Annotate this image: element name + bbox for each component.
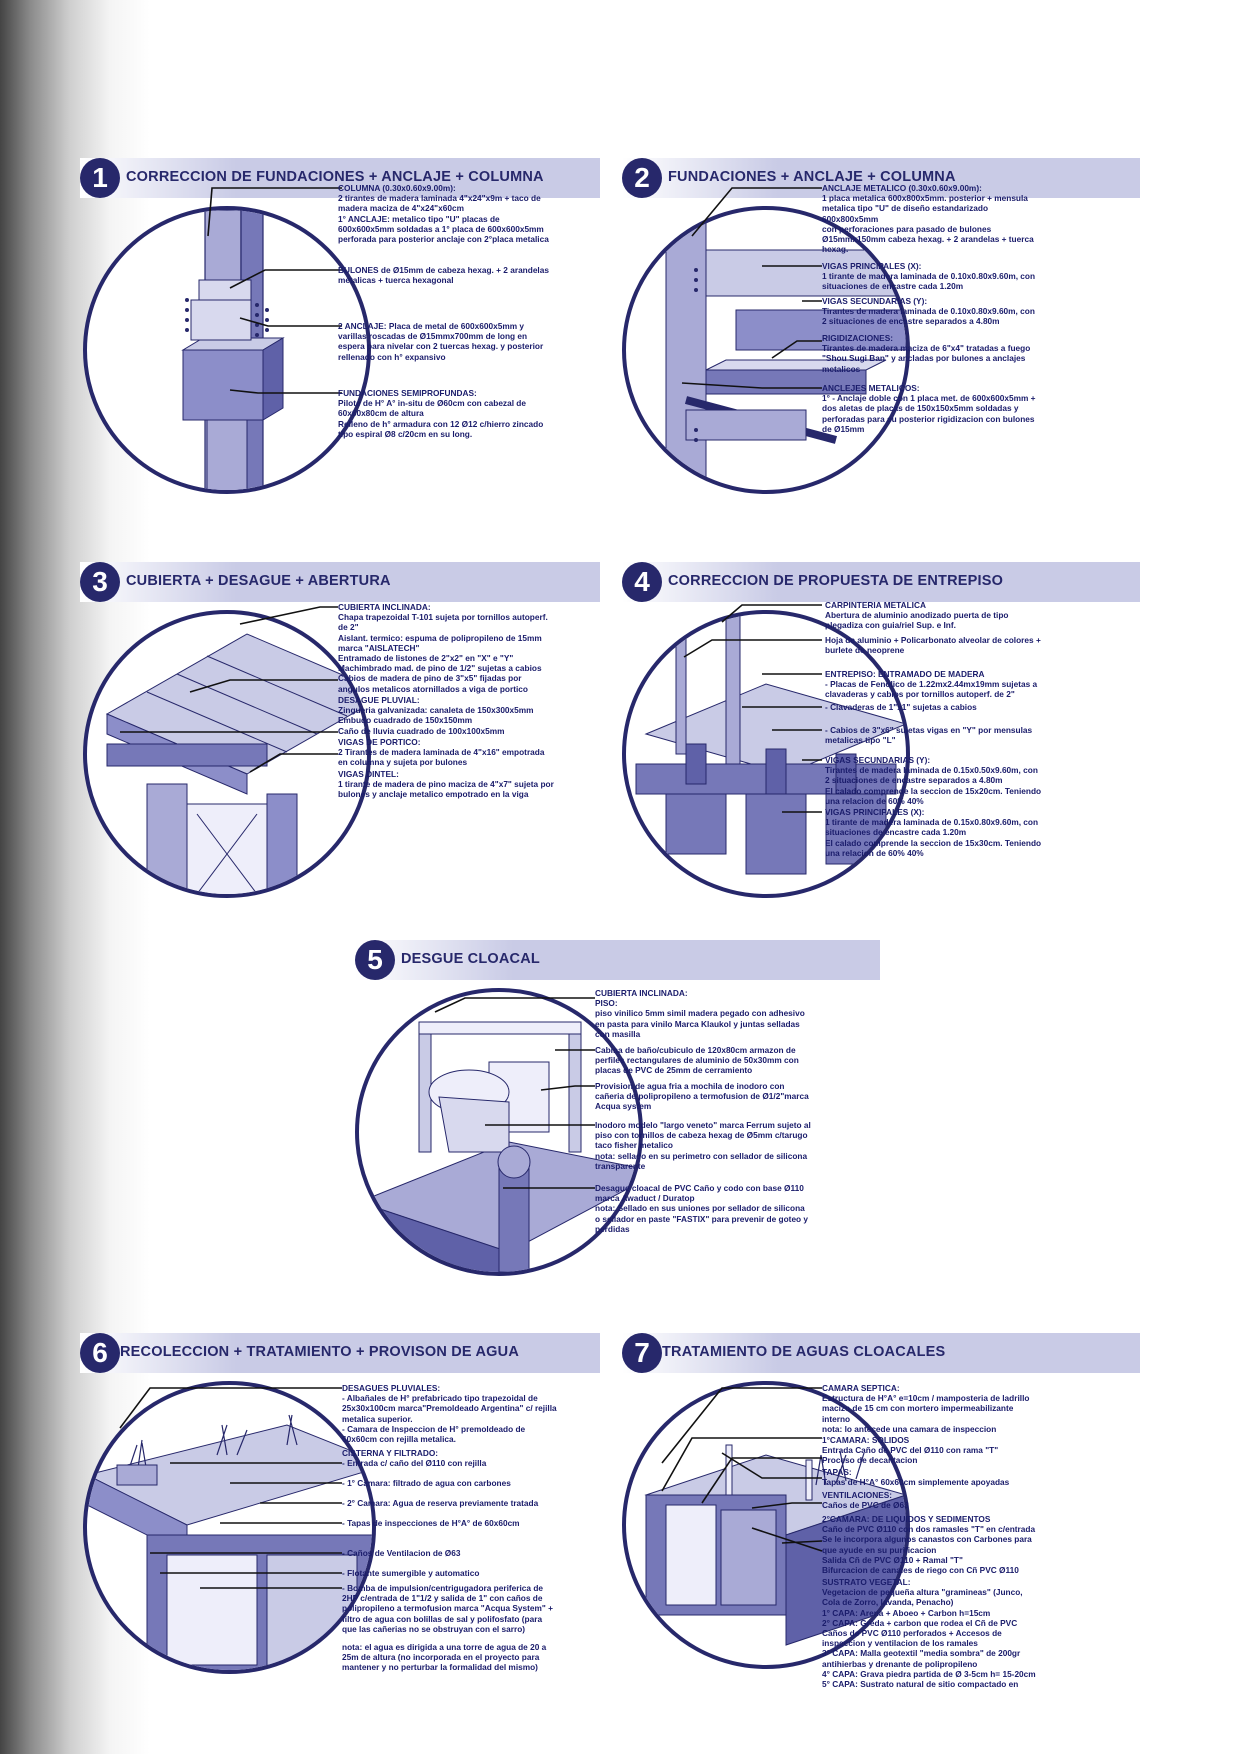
note-line: con masilla	[595, 1028, 641, 1039]
note-line: Abertura de aluminio anodizado puerta de tipo	[825, 610, 1009, 621]
callout-note	[825, 669, 1085, 700]
note-line: Vegetacion de pequeña altura "gramineas" (Junco,	[822, 1587, 1023, 1598]
section-number: 4	[622, 562, 662, 602]
callout-note	[338, 695, 598, 736]
detail-circle	[83, 206, 371, 494]
note-line: madera maciza de 4"x24"x60cm	[338, 203, 464, 214]
note-line: ENTREPISO: ENTRAMADO DE MADERA	[825, 669, 985, 679]
callout-note	[595, 988, 875, 1039]
roof-drainage-drawing	[87, 614, 367, 894]
note-line: interno	[822, 1413, 851, 1424]
callout-note	[342, 1478, 607, 1488]
note-line: nota: sellado en su perimetro con sellador de silicona	[595, 1150, 808, 1161]
note-line: dos aletas de placas de 150x150x5mm soldadas y	[822, 403, 1019, 414]
note-line: metalicos	[822, 363, 861, 374]
note-line: Zingueria galvanizada: canaleta de 150x300x5mm	[338, 705, 534, 716]
note-line: transparente	[595, 1160, 646, 1171]
note-line: piso vinilico 5mm simil madera pegado con adhesivo	[595, 1008, 805, 1019]
note-line: - Entrada c/ caño del Ø110 con rejilla	[342, 1458, 487, 1469]
note-line: DESAGUES PLUVIALES:	[342, 1383, 441, 1393]
note-line: clavaderas y cabios por tornillos autoperf. de 2"	[825, 689, 1015, 700]
note-line: marca Awaduct / Duratop	[595, 1193, 695, 1204]
callout-note	[338, 602, 598, 694]
note-line: RIGIDIZACIONES:	[822, 333, 893, 343]
note-line: filtro de agua con bolillas de sal y polifosfato (para	[342, 1613, 543, 1624]
section-title: TRATAMIENTO DE AGUAS CLOACALES	[662, 1344, 946, 1360]
callout-note	[822, 261, 1082, 292]
note-line: Desague cloacal de PVC Caño y codo con base Ø110	[595, 1183, 804, 1193]
detail-circle	[83, 1381, 376, 1674]
note-line: - Camara de Inspeccion de H° premoldeado de	[342, 1423, 526, 1434]
note-line: Hoja de aluminio + Policarbonato alveolar de colores +	[825, 635, 1041, 645]
note-line: Caños de PVC de Ø63	[822, 1500, 909, 1511]
callout-note	[822, 183, 1082, 254]
note-line: Caño de lluvia cuadrado de 100x100x5mm	[338, 725, 505, 736]
note-line: PISO:	[595, 998, 618, 1009]
note-line: VIGAS DE PORTICO:	[338, 737, 421, 747]
note-line: VENTILACIONES:	[822, 1490, 893, 1500]
note-line: perforadas para su posterior rigidizacion con bulones	[822, 413, 1035, 424]
section-number: 1	[80, 158, 120, 198]
callout-note	[338, 183, 593, 244]
note-line: tipo espiral Ø8 c/20cm en su long.	[338, 428, 473, 439]
section-number: 2	[622, 158, 662, 198]
note-line: metalica superior.	[342, 1413, 413, 1424]
note-line: 25m de altura (no incorporada en el proyecto para	[342, 1652, 540, 1663]
callout-note	[595, 1081, 875, 1112]
note-line: VIGAS DINTEL:	[338, 769, 399, 779]
callout-note	[338, 737, 598, 768]
note-line: - Tapas de inspecciones de H°A° de 60x60cm	[342, 1518, 520, 1528]
note-line: metalica tipo "U" de diseño estandarizado	[822, 203, 989, 214]
note-line: 2 ANCLAJE: Placa de metal de 600x600x5mm y	[338, 321, 525, 331]
note-line: de 2"	[338, 622, 359, 633]
section-title: RECOLECCION + TRATAMIENTO + PROVISON DE AGUA	[120, 1344, 519, 1360]
note-line: Bifurcacion de canales de riego con Cñ PVC Ø110	[822, 1565, 1019, 1576]
note-line: o sellador en paste "FASTIX" para prevenir de goteo y	[595, 1213, 809, 1224]
note-line: VIGAS PRINCIPALES (X):	[825, 807, 925, 817]
callout-note	[342, 1448, 607, 1468]
note-line: situaciones de encastre cada 1.20m	[822, 281, 964, 292]
callout-note	[342, 1498, 607, 1508]
note-line: FUNDACIONES SEMIPROFUNDAS:	[338, 388, 477, 398]
note-line: Entrada Caño de PVC del Ø110 con rama "T"	[822, 1445, 999, 1456]
note-line: Proceso de decantacion	[822, 1455, 918, 1466]
note-line: ANCLAJE METALICO (0.30x0.60x9.00m):	[822, 183, 982, 193]
note-line: ANCLEJES METALICOS:	[822, 383, 920, 393]
callout-note	[342, 1548, 607, 1558]
section-5	[355, 940, 915, 1280]
callout-note	[822, 333, 1082, 374]
callout-note	[825, 807, 1085, 858]
column-foundation-drawing	[87, 210, 367, 490]
note-line: 1° ANCLAJE: metalico tipo "U" placas de	[338, 213, 500, 224]
note-line: 2 Tirantes de madera laminada de 4"x16" empotrada	[338, 747, 545, 758]
note-line: situaciones de encastre cada 1.20m	[825, 827, 967, 838]
note-line: varillas roscadas de Ø15mmx700mm de long en	[338, 331, 528, 342]
note-line: Pilote de H° A° in-situ de Ø60cm con cabezal de	[338, 398, 526, 409]
note-line: marca "AISLATECH"	[338, 642, 420, 653]
note-line: Cabina de baño/cubiculo de 120x80cm armazon de	[595, 1045, 796, 1055]
note-line: 1° CAPA: Arena + Aboeo + Carbon h=15cm	[822, 1607, 991, 1618]
note-line: CISTERNA Y FILTRADO:	[342, 1448, 439, 1458]
note-line: 1° - Anclaje doble con 1 placa met. de 600x600x5mm +	[822, 393, 1036, 404]
note-line: antihierbas y drenante de polipropileno	[822, 1658, 978, 1669]
note-line: que las cañerias no se obstruyan con el sarro)	[342, 1623, 526, 1634]
section-title: DESGUE CLOACAL	[401, 951, 540, 967]
note-line: en columna y sujeta por bulones	[338, 757, 468, 768]
note-line: Acqua system	[595, 1101, 652, 1112]
note-line: 1 tirante de madera laminada de 0.15x0.80x9.60m, con	[825, 817, 1039, 828]
callout-note	[822, 1577, 1082, 1689]
section-number: 5	[355, 940, 395, 980]
note-line: Entramado de listones de 2"x2" en "X" e "Y"	[338, 653, 514, 664]
note-line: Caño de PVC Ø110 con dos ramasles "T" en c/entrada	[822, 1524, 1036, 1535]
note-line: - Clavaderas de 1"x1" sujetas a cabios	[825, 702, 977, 712]
note-line: mantener y no perturbar la formalidad del mismo)	[342, 1662, 538, 1673]
note-line: Tirantes de madera laminada de 0.10x0.80x9.60m, con	[822, 306, 1035, 317]
note-line: hexag.	[822, 244, 849, 255]
note-line: metalicas + tuerca hexagonal	[338, 275, 454, 286]
note-line: 3° CAPA: Malla geotextil "media sombra" de 200gr	[822, 1648, 1021, 1659]
note-line: 1°CAMARA: SOLIDOS	[822, 1435, 910, 1445]
note-line: Ø15mmx150mm cabeza hexag. + 2 arandelas + tuerca	[822, 234, 1034, 245]
section-6	[80, 1333, 610, 1733]
note-line: 2 situaciones de encastre separados a 4.80m	[825, 775, 1003, 786]
note-line: Embudo cuadrado de 150x150mm	[338, 715, 473, 726]
note-line: SUSTRATO VEGETAL:	[822, 1577, 911, 1587]
callout-note	[342, 1568, 607, 1578]
callout-note	[822, 1514, 1082, 1575]
callout-note	[595, 1120, 875, 1171]
note-line: 1 tirante de madera de pino maciza de 4"x7" sujeta por	[338, 779, 554, 790]
note-line: VIGAS SECUNDARIAS (Y):	[825, 755, 931, 765]
note-line: de Ø15mm	[822, 423, 865, 434]
section-title: CUBIERTA + DESAGUE + ABERTURA	[126, 573, 391, 589]
note-line: bulones y anclaje metalico empotrado en la viga	[338, 789, 529, 800]
note-line: plegadiza con guia/riel Sup. e Inf.	[825, 620, 956, 631]
note-line: macizo de 15 cm con mortero impermeabilizante	[822, 1403, 1014, 1414]
note-line	[342, 1634, 607, 1642]
note-line: Relleno de h° armadura con 12 Ø12 c/hierro zincado	[338, 418, 544, 429]
note-line: CUBIERTA INCLINADA:	[595, 988, 688, 998]
note-line: El calado comprende la seccion de 15x20cm. Teniendo	[825, 785, 1042, 796]
detail-circle	[83, 610, 371, 898]
note-line: COLUMNA (0.30x0.60x9.00m):	[338, 183, 456, 193]
note-line: 4° CAPA: Grava piedra partida de Ø 3-5cm h= 15-20cm	[822, 1668, 1036, 1679]
note-line: BULONES de Ø15mm de cabeza hexag. + 2 arandelas	[338, 265, 549, 275]
note-line: "Shou Sugi Ban" y ancladas por bulones a anclajes	[822, 353, 1026, 364]
note-line: espera para nivelar con 2 tuercas hexag. y posterior	[338, 341, 544, 352]
note-line: burlete de neoprene	[825, 645, 905, 656]
note-line: - 2° Camara: Agua de reserva previamente tratada	[342, 1498, 539, 1508]
callout-note	[825, 755, 1085, 806]
note-line: - Cabios de 3"x6" sujetas vigas en "Y" por mensulas	[825, 725, 1033, 735]
note-line: Cola de Zorro, lavanda, Penacho)	[822, 1597, 954, 1608]
callout-note	[338, 388, 593, 439]
note-line: polipropileno a termofusion marca "Acqua System" +	[342, 1603, 553, 1614]
callout-note	[822, 1435, 1082, 1466]
section-number: 7	[622, 1333, 662, 1373]
note-line: - Bomba de impulsion/centrigugadora periferica de	[342, 1583, 544, 1593]
callout-note	[822, 383, 1082, 434]
callout-note	[338, 265, 593, 285]
note-line: Caños de PVC Ø110 perforados + Accesos de	[822, 1628, 1002, 1639]
note-line: 600x800x5mm	[822, 213, 879, 224]
note-line: inspeccion y ventilacion de los ramales	[822, 1638, 978, 1649]
note-line: Provision de agua fria a mochila de inodoro con	[595, 1081, 785, 1091]
section-number: 3	[80, 562, 120, 602]
note-line: 2 tirantes de madera laminada 4"x24"x9m + taco de	[338, 193, 541, 204]
note-line: El calado comprende la seccion de 15x30cm. Teniendo	[825, 837, 1042, 848]
note-line: Tirantes de madera maciza de 6"x4" tratadas a fuego	[822, 343, 1031, 354]
note-line: Estructura de H°A° e=10cm / mamposteria de ladrillo	[822, 1393, 1030, 1404]
section-3	[80, 562, 600, 902]
note-line: CUBIERTA INCLINADA:	[338, 602, 431, 612]
note-line: 60x60cm con rejilla metalica.	[342, 1434, 456, 1445]
note-line: 600x600x5mm soldadas a 1° placa de 600x600x5mm	[338, 223, 544, 234]
section-title: CORRECCION DE PROPUESTA DE ENTREPISO	[668, 573, 1004, 589]
note-line: 60x60x80cm de altura	[338, 408, 424, 419]
note-line: DESAGUE PLUVIAL:	[338, 695, 420, 705]
note-line: 1 placa metalica 600x800x5mm. posterior + mensula	[822, 193, 1028, 204]
section-7	[622, 1333, 1142, 1733]
note-line: 2° CAPA: Greda + carbon que rodea el Cñ de PVC	[822, 1617, 1018, 1628]
note-line: 2HP c/entrada de 1"1/2 y salida de 1" con caños de	[342, 1593, 543, 1604]
note-line: Salida Cñ de PVC Ø110 + Ramal "T"	[822, 1554, 963, 1565]
callout-note	[825, 635, 1085, 655]
callout-note	[338, 769, 598, 800]
note-line: una relacion de 60% 40%	[825, 847, 924, 858]
note-line: - Caños de Ventilacion de Ø63	[342, 1548, 461, 1558]
note-line: perdidas	[595, 1223, 630, 1234]
note-line: con perforaciones para pasado de bulones	[822, 223, 992, 234]
callout-note	[822, 1467, 1082, 1487]
note-line: 2°CAMARA: DE LIQUIDOS Y SEDIMENTOS	[822, 1514, 991, 1524]
callout-note	[822, 296, 1082, 327]
note-line: 25x30x100cm marca"Premoldeado Argentina" c/ rejilla	[342, 1403, 557, 1414]
note-line: Chapa trapezoidal T-101 sujeta por tornillos autoperf.	[338, 612, 548, 623]
note-line: cañeria de polipropileno a termofusion de Ø1/2"marca	[595, 1091, 809, 1102]
note-line: Cabios de madera de pino de 3"x5" fijadas por	[338, 673, 522, 684]
callout-note	[342, 1518, 607, 1528]
section-4	[622, 562, 1142, 902]
note-line: Aislant. termico: espuma de polipropileno de 15mm	[338, 632, 542, 643]
water-tank-drawing	[87, 1385, 372, 1670]
note-line: metalicas tipo "L"	[825, 735, 896, 746]
note-line: Inodoro modelo "largo veneto" marca Ferrum sujeto al	[595, 1120, 811, 1130]
note-line: nota: el agua es dirigida a una torre de agua de 20 a	[342, 1642, 547, 1653]
section-2	[622, 158, 1142, 498]
note-line: que ayude en su purificacion	[822, 1544, 937, 1555]
callout-note	[822, 1383, 1082, 1434]
note-line: - Placas de Fenolico de 1.22mx2.44mx19mm sujetas a	[825, 679, 1038, 690]
callout-note	[822, 1490, 1082, 1510]
note-line: perfiles rectangulares de aluminio de 50x30mm con	[595, 1055, 799, 1066]
note-line: CARPINTERIA METALICA	[825, 600, 926, 610]
note-line: 5° CAPA: Sustrato natural de sitio compactado en	[822, 1679, 1019, 1690]
note-line: placas de PVC de 25mm de cerramiento	[595, 1065, 753, 1076]
section-title: FUNDACIONES + ANCLAJE + COLUMNA	[668, 169, 956, 185]
note-line: CAMARA SEPTICA:	[822, 1383, 900, 1393]
callout-note	[595, 1045, 875, 1076]
callout-note	[342, 1583, 607, 1673]
note-line: rellenado con h° expansivo	[338, 351, 446, 362]
note-line: VIGAS SECUNDARIAS (Y):	[822, 296, 928, 306]
note-line: Tapas de H°A° 60x60cm simplemente apoyadas	[822, 1477, 1010, 1488]
note-line: angulos metalicos atornillados a viga de portico	[338, 683, 528, 694]
callout-note	[825, 600, 1085, 631]
callout-note	[595, 1183, 875, 1234]
callout-note	[825, 725, 1085, 745]
callout-note	[342, 1383, 607, 1444]
note-line: piso con tornillos de cabeza hexag de Ø5mm c/tarugo	[595, 1130, 808, 1141]
note-line: una relacion de 60% 40%	[825, 795, 924, 806]
callout-note	[825, 702, 1085, 712]
note-line: taco fisher metalico	[595, 1140, 673, 1151]
section-1	[80, 158, 600, 498]
note-line: - 1° Camara: filtrado de agua con carbones	[342, 1478, 511, 1488]
section-title: CORRECCION DE FUNDACIONES + ANCLAJE + COLUMNA	[126, 169, 544, 185]
note-line: Se le incorpora algunos canastos con Carbones para	[822, 1534, 1032, 1545]
note-line: VIGAS PRINCIPALES (X):	[822, 261, 922, 271]
note-line: 1 tirante de madera laminada de 0.10x0.80x9.60m, con	[822, 271, 1036, 282]
note-line: perforada para posterior anclaje con 2°placa metalica	[338, 234, 549, 245]
note-line: 2 situaciones de encastre separados a 4.80m	[822, 316, 1000, 327]
note-line: Machimbrado mad. de pino de 1/2" sujetas a cabios	[338, 663, 542, 674]
note-line: - Albañales de H° prefabricado tipo trapezoidal de	[342, 1393, 538, 1404]
note-line: nota: lo antecede una camara de inspeccion	[822, 1423, 997, 1434]
note-line: TAPAS:	[822, 1467, 852, 1477]
note-line: - Flotante sumergible y automatico	[342, 1568, 480, 1578]
callout-note	[338, 321, 593, 362]
section-number: 6	[80, 1333, 120, 1373]
note-line: nota: Sellado en sus uniones por sellador de silicona	[595, 1203, 805, 1214]
note-line: Tirantes de madera laminada de 0.15x0.50x9.60m, con	[825, 765, 1038, 776]
note-line: en pasta para vinilo Marca Klaukol y juntas selladas	[595, 1018, 800, 1029]
